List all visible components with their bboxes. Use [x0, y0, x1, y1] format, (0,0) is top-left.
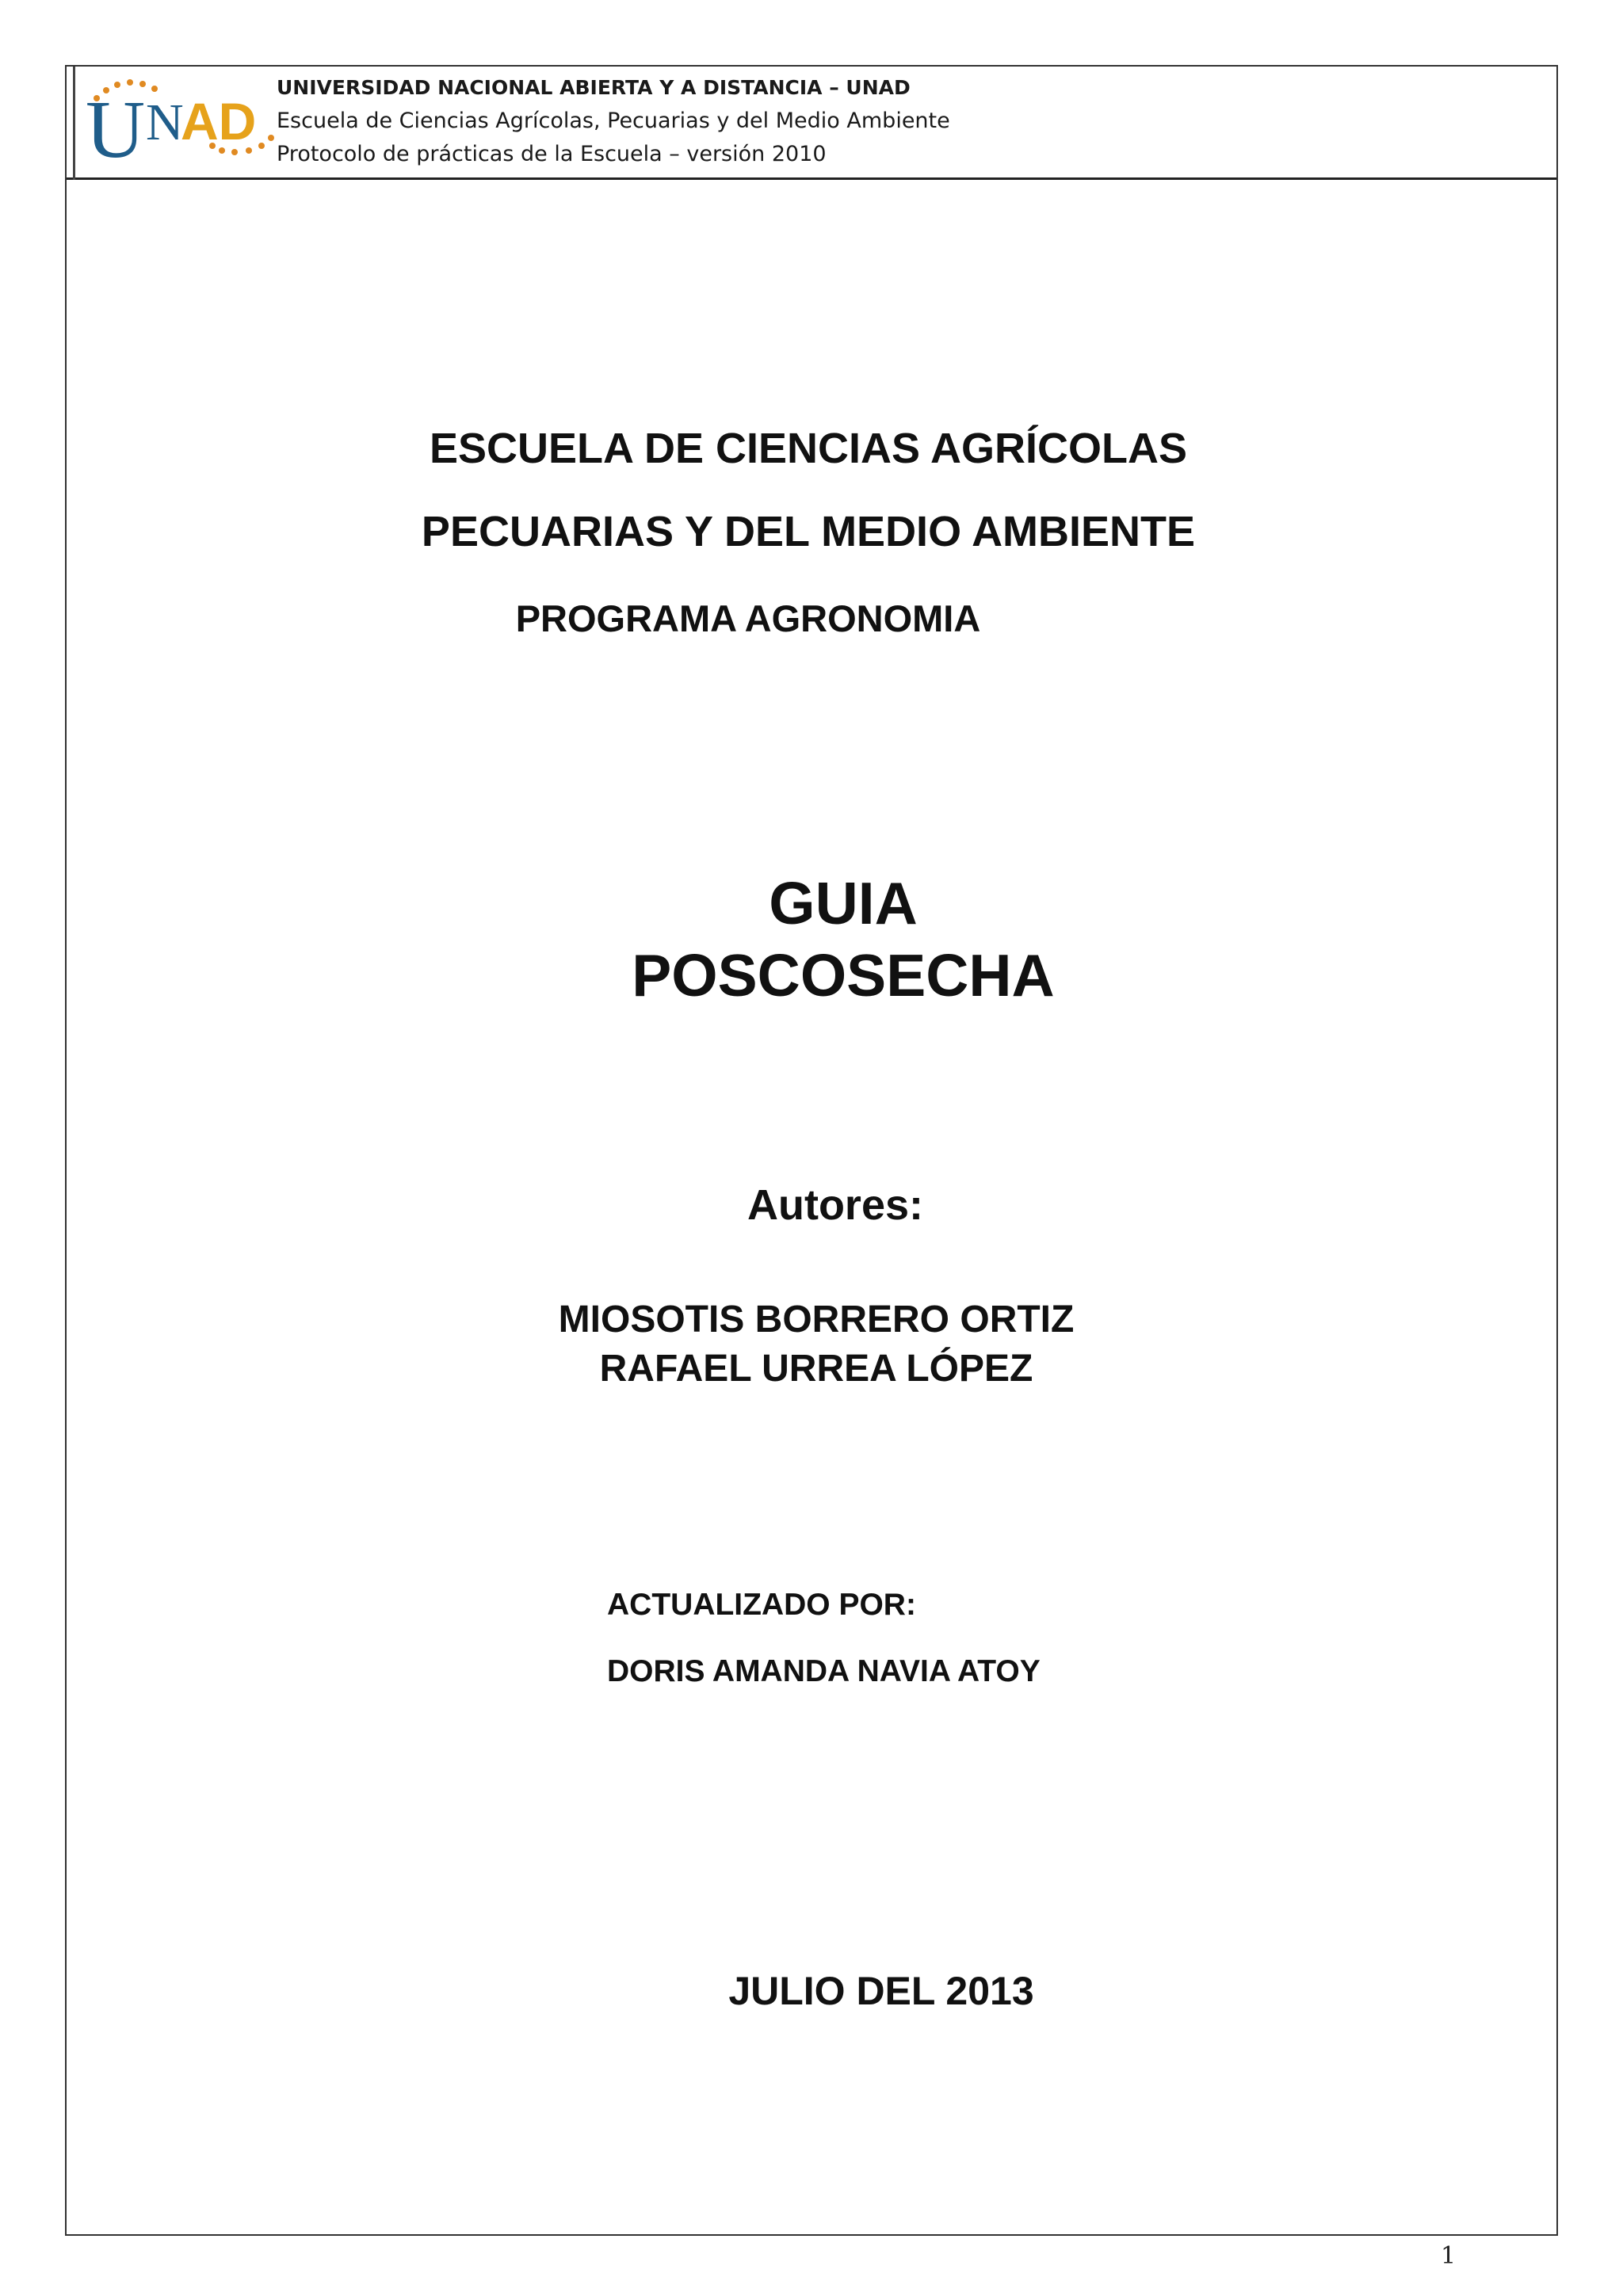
logo-letter-n: N: [146, 93, 184, 151]
guide-title-line-2: POSCOSECHA: [632, 942, 1055, 1009]
logo-letters-ad: AD: [181, 92, 257, 151]
authors-label: Autores:: [747, 1181, 923, 1229]
header-divider: [73, 67, 75, 180]
header-protocol-version: Protocolo de prácticas de la Escuela – versión 2010: [277, 142, 827, 166]
header-text-block: [277, 71, 1386, 171]
document-header: [67, 67, 1556, 180]
school-title-line-1: ESCUELA DE CIENCIAS AGRÍCOLAS: [429, 425, 1188, 472]
author-name: RAFAEL URREA LÓPEZ: [599, 1348, 1033, 1390]
author-name: MIOSOTIS BORRERO ORTIZ: [558, 1299, 1075, 1341]
program-title: PROGRAMA AGRONOMIA: [515, 597, 981, 639]
page-frame: [65, 65, 1558, 2236]
school-title-line-2: PECUARIAS Y DEL MEDIO AMBIENTE: [421, 508, 1196, 555]
header-school-name: Escuela de Ciencias Agrícolas, Pecuarias y del Medio Ambiente: [277, 109, 950, 133]
publication-date: JULIO DEL 2013: [728, 1969, 1034, 2013]
header-university-name: UNIVERSIDAD NACIONAL ABIERTA Y A DISTANCIA – UNAD: [277, 76, 911, 99]
guide-title-line-1: GUIA: [769, 870, 918, 936]
page-number: 1: [1441, 2242, 1457, 2270]
updater-name: DORIS AMANDA NAVIA ATOY: [607, 1654, 1041, 1688]
logo-letter-u: U: [86, 84, 146, 173]
updated-by-label: ACTUALIZADO POR:: [607, 1588, 916, 1622]
